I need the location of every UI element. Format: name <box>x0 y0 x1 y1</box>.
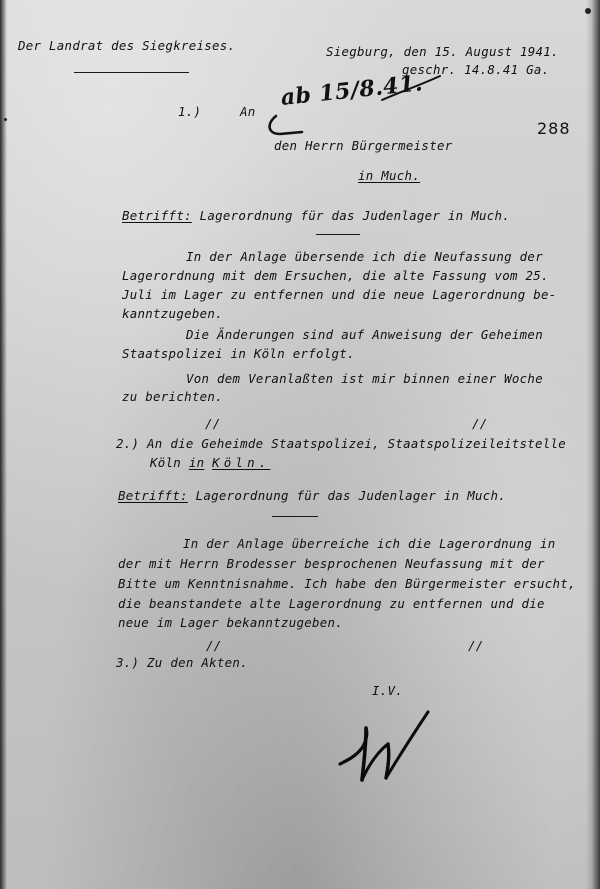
section2-paragraph-line: die beanstandete alte Lagerordnung zu entfernen und die <box>118 596 545 611</box>
section2-subject <box>118 490 506 502</box>
subject-text: Lagerordnung für das Judenlager in Much. <box>195 488 507 503</box>
office-title: Der Landrat des Siegkreises. <box>18 38 236 53</box>
section2-paragraph-line: Bitte um Kenntnisnahme. Ich habe den Bürgermeister ersucht, <box>118 576 576 591</box>
city-name: Köln <box>150 455 182 470</box>
section1-paragraph-line: Die Änderungen sind auf Anweisung der Geheimen <box>186 327 543 342</box>
recipient-line-1: den Herrn Bürgermeister <box>274 138 453 153</box>
subject-rule <box>272 516 318 517</box>
section2-separator-left: // <box>206 638 222 653</box>
section1-separator-left: // <box>205 416 221 431</box>
scan-edge-right <box>586 0 600 889</box>
recipient-line-2: in Much. <box>358 168 421 183</box>
scan-speck <box>585 8 591 14</box>
section1-number: 1.) <box>178 104 202 119</box>
scan-edge-left <box>0 0 7 889</box>
section2-paragraph-line: In der Anlage überreiche ich die Lagerordnung in <box>183 536 556 551</box>
section1-paragraph-line: Von dem Veranlaßten ist mir binnen einer Woche <box>186 371 543 386</box>
handwritten-dispatch-note: ab 15/8.41. <box>279 70 425 111</box>
section3-line: 3.) Zu den Akten. <box>116 655 248 670</box>
section2-paragraph-line: neue im Lager bekanntzugeben. <box>118 615 344 630</box>
subject-rule <box>316 234 360 235</box>
city-in: in <box>188 455 205 470</box>
section2-paragraph-line: der mit Herrn Brodesser besprochenen Neufassung mit der <box>118 556 545 571</box>
scan-speck <box>4 118 7 121</box>
section1-paragraph-line: Staatspolizei in Köln erfolgt. <box>122 346 355 361</box>
section1-paragraph-line: zu berichten. <box>122 389 223 404</box>
signature-label: I.V. <box>372 683 404 698</box>
section1-paragraph-line: Lagerordnung mit dem Ersuchen, die alte Fassung vom 25. <box>122 268 549 283</box>
city-spaced: Köln. <box>212 455 271 470</box>
subject-label: Betrifft: <box>118 488 188 503</box>
section1-paragraph-line: Juli im Lager zu entfernen und die neue Lagerordnung be- <box>122 287 557 302</box>
handwritten-stroke-icon <box>262 72 452 142</box>
section1-paragraph-line: kanntzugeben. <box>122 306 223 321</box>
section1-to: An <box>240 104 256 119</box>
section2-address-city <box>150 457 270 469</box>
section1-subject <box>122 210 510 222</box>
subject-label: Betrifft: <box>122 208 192 223</box>
written-note: geschr. 14.8.41 Ga. <box>402 62 550 77</box>
office-rule <box>74 72 189 73</box>
registration-number: 288 <box>537 119 571 138</box>
section2-separator-right: // <box>468 638 484 653</box>
section2-address-line: 2.) An die Geheimde Staatspolizei, Staatspolizeileitstelle <box>116 436 567 451</box>
section1-separator-right: // <box>472 416 488 431</box>
subject-text: Lagerordnung für das Judenlager in Much. <box>199 208 511 223</box>
section1-paragraph-line: In der Anlage übersende ich die Neufassung der <box>186 249 543 264</box>
handwritten-signature-icon <box>332 704 442 794</box>
place-date: Siegburg, den 15. August 1941. <box>326 44 559 59</box>
